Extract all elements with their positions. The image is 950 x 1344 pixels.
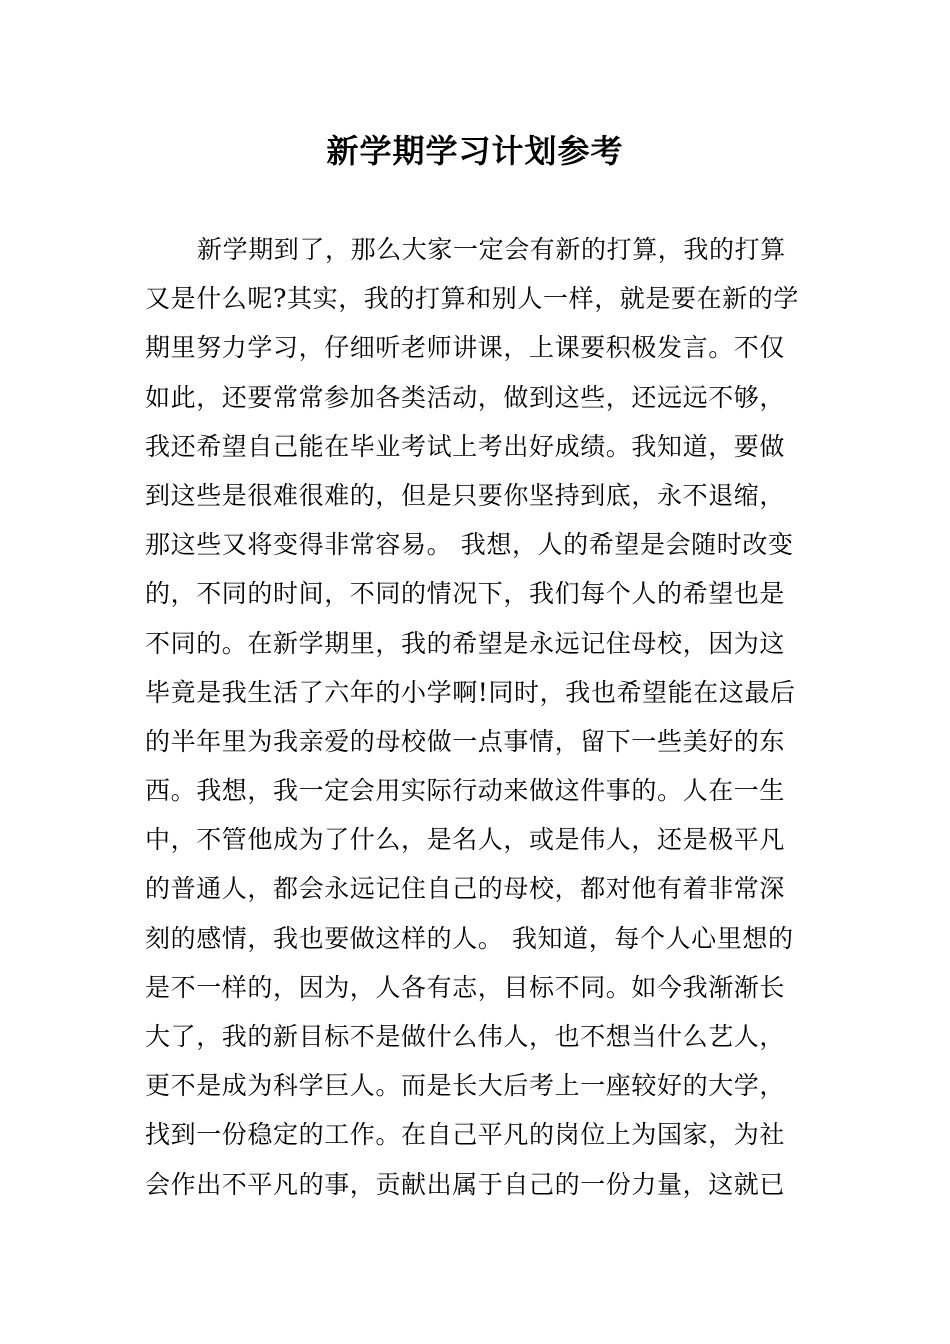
paragraph-line: 刻的感情，我也要做这样的人。 我知道，每个人心里想的	[145, 923, 794, 953]
paragraph-line: 不同的。在新学期里，我的希望是永远记住母校，因为这	[145, 628, 786, 658]
paragraph-line: 会作出不平凡的事，贡献出属于自己的一份力量，这就已	[145, 1169, 786, 1199]
paragraph-line: 又是什么呢?其实，我的打算和别人一样，就是要在新的学	[145, 284, 800, 314]
paragraph-line: 到这些是很难很难的，但是只要你坚持到底，永不退缩，	[145, 480, 786, 510]
paragraph-line: 找到一份稳定的工作。在自己平凡的岗位上为国家，为社	[145, 1120, 786, 1150]
paragraph-line: 那这些又将变得非常容易。 我想，人的希望是会随时改变	[145, 530, 794, 560]
paragraph-line: 我还希望自己能在毕业考试上考出好成绩。我知道，要做	[145, 431, 786, 461]
paragraph-line: 的半年里为我亲爱的母校做一点事情，留下一些美好的东	[145, 726, 786, 756]
paragraph-line: 期里努力学习，仔细听老师讲课，上课要积极发言。不仅	[145, 333, 786, 363]
paragraph-line: 是不一样的，因为，人各有志，目标不同。如今我渐渐长	[145, 972, 786, 1002]
paragraph-line: 西。我想，我一定会用实际行动来做这件事的。人在一生	[145, 776, 786, 806]
paragraph-line: 更不是成为科学巨人。而是长大后考上一座较好的大学，	[145, 1071, 786, 1101]
paragraph-line: 新学期到了，那么大家一定会有新的打算，我的打算	[197, 235, 786, 264]
paragraph-line: 的，不同的时间，不同的情况下，我们每个人的希望也是	[145, 579, 786, 609]
document-title: 新学期学习计划参考	[326, 132, 624, 170]
paragraph-line: 中，不管他成为了什么，是名人，或是伟人，还是极平凡	[145, 825, 786, 855]
paragraph-line: 大了，我的新目标不是做什么伟人，也不想当什么艺人，	[145, 1022, 786, 1051]
document-body	[145, 225, 815, 1209]
paragraph-line: 的普通人，都会永远记住自己的母校，都对他有着非常深	[145, 874, 786, 904]
paragraph-line: 如此，还要常常参加各类活动，做到这些，还远远不够，	[145, 382, 786, 412]
paragraph-line: 毕竟是我生活了六年的小学啊!同时，我也希望能在这最后	[145, 677, 796, 707]
